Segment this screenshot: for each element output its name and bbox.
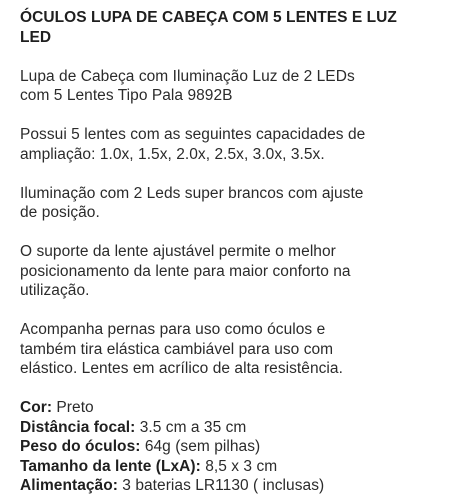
accessories-paragraph xyxy=(20,320,450,379)
title-line: LED xyxy=(20,28,52,46)
paragraph-line: Possui 5 lentes com as seguintes capacidades de xyxy=(20,126,366,143)
lenses-paragraph xyxy=(20,125,450,164)
spec-value: 3 baterias LR1130 ( inclusas) xyxy=(117,477,325,494)
spec-focal-distance xyxy=(20,418,450,438)
product-description xyxy=(20,8,450,496)
spec-label: Tamanho da lente (LxA): xyxy=(20,457,201,475)
spec-label: Peso do óculos: xyxy=(20,438,141,455)
paragraph-line: elástico. Lentes em acrílico de alta resistência. xyxy=(20,360,343,377)
paragraph-line: posicionamento da lente para maior conforto na xyxy=(20,262,351,280)
spec-value: 3.5 cm a 35 cm xyxy=(135,418,247,436)
paragraph-line: também tira elástica cambiável para uso com xyxy=(20,340,334,358)
paragraph-line: Acompanha pernas para uso como óculos e xyxy=(20,321,326,338)
paragraph-line: ampliação: 1.0x, 1.5x, 2.0x, 2.5x, 3.0x, 3.5x. xyxy=(20,145,325,163)
spacer xyxy=(20,106,450,126)
spec-power xyxy=(20,476,450,496)
paragraph-line: com 5 Lentes Tipo Pala 9892B xyxy=(20,87,233,104)
lighting-paragraph xyxy=(20,184,450,223)
spacer xyxy=(20,223,450,243)
paragraph-line: de posição. xyxy=(20,204,100,221)
paragraph-line: Lupa de Cabeça com Iluminação Luz de 2 LEDs xyxy=(20,67,355,85)
spacer xyxy=(20,301,450,321)
paragraph-line: Iluminação com 2 Leds super brancos com ajuste xyxy=(20,184,364,202)
paragraph-line: O suporte da lente ajustável permite o melhor xyxy=(20,243,336,260)
title-line: ÓCULOS LUPA DE CABEÇA COM 5 LENTES E LUZ xyxy=(20,9,397,26)
intro-paragraph xyxy=(20,67,450,106)
spec-list xyxy=(20,398,450,496)
spacer xyxy=(20,164,450,184)
spec-value: 8,5 x 3 cm xyxy=(200,457,278,475)
spec-color xyxy=(20,398,450,418)
spec-label: Alimentação: xyxy=(20,477,118,494)
spec-label: Cor: xyxy=(20,399,53,416)
paragraph-line: utilização. xyxy=(20,282,90,299)
spacer xyxy=(20,47,450,67)
support-paragraph xyxy=(20,242,450,301)
spec-lens-size xyxy=(20,457,450,477)
spec-value: Preto xyxy=(52,399,94,416)
product-title xyxy=(20,8,450,47)
spacer xyxy=(20,379,450,399)
spec-label: Distância focal: xyxy=(20,418,136,436)
spec-weight xyxy=(20,437,450,457)
spec-value: 64g (sem pilhas) xyxy=(140,438,261,455)
